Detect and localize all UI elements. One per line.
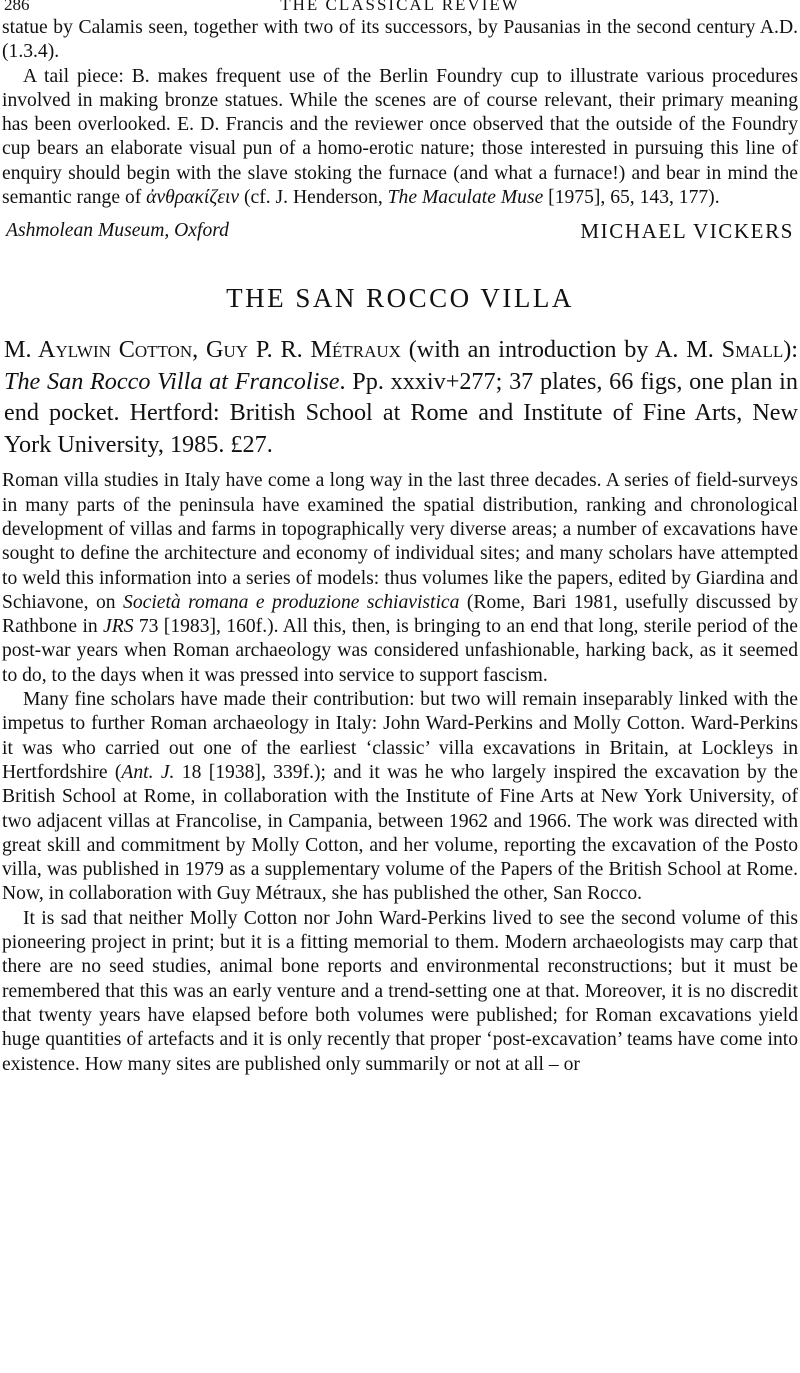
journal-abbrev: JRS xyxy=(103,616,134,638)
paragraph: It is sad that neither Molly Cotton nor John Ward-Perkins lived to see the second volume of this pioneering project in print; but it is a fitting memorial to them. Modern archaeologists may carp that there are no seed studies, animal bone reports and environmental reconstructions; but it must be remembered that this was an early venture and a trend-setting one at that. Moreover, it is no discredit that twenty years have elapsed before both volumes were published; for Roman excavations yield huge quantities of artefacts and it is only recently that proper ‘post-excavation’ teams have come into existence. How many sites are published only summarily or not at all – or xyxy=(2,907,798,1075)
review-title: THE SAN ROCCO VILLA xyxy=(226,283,574,314)
reviewer-name: MICHAEL VICKERS xyxy=(580,219,794,244)
text-run: 18 [1938], 339f.); and it was he who largely inspired the excavation by the British School at Rome, in collaboration with the Institute of Fine Arts at New York University, of two adjacent villas at Francolise, in Campania, between 1962 and 1966. The work was directed with great skill and commitment by Molly Cotton, and her volume, reporting the excavation of the Posto villa, was published in 1979 as a supplementary volume of the Papers of the British School at Rome. Now, in collaboration with Guy Métraux, she has published the other, San Rocco. xyxy=(2,761,798,905)
citation-text: , G xyxy=(192,336,224,364)
text-run: [1975], 65, 143, 177). xyxy=(543,187,720,209)
book-citation xyxy=(2,334,798,460)
text-run: Roman villa studies in Italy have come a long way in the last three decades. A series of field-surveys in many parts of the peninsula have examined the spatial distribution, ranking and chronological development of villas and farms in topographically very diverse areas; a number of excavations have sought to define the architecture and economy of individual sites; and many scholars have attempted to weld this information into a series of models: thus volumes like the papers, edited by Giardina and Schiavone, on xyxy=(2,470,798,613)
citation-text: P. R. M xyxy=(248,336,332,364)
book-title: The San Rocco Villa at Francolise xyxy=(4,367,340,395)
citation-text: (with an introduction by A. M. S xyxy=(400,336,736,364)
citation-smallcaps: ylwin xyxy=(55,336,111,364)
paragraph xyxy=(2,65,798,211)
text-run: (cf. J. Henderson, xyxy=(239,187,388,209)
greek-term: ἀνθρακίζειν xyxy=(146,187,240,209)
citation-text: . Pp. xxxiv+277; 37 plates, 66 figs, one plan in end pocket. Hertford: British School at Rome and Institute of Fine Arts, New York University, 1985. £27. xyxy=(4,367,798,458)
paragraph: statue by Calamis seen, together with two of its successors, by Pausanias in the second century A.D. (1.3.4). xyxy=(2,17,798,63)
text-run: (Rome, Bari 1981, usefully discussed by Rathbone in xyxy=(2,591,798,638)
citation-smallcaps: uy xyxy=(223,336,249,364)
text-run: A tail piece: B. makes frequent use of the Berlin Foundry cup to illustrate various procedures involved in making bronze statues. While the scenes are of course relevant, their primary meaning has been overlooked. E. D. Francis and the reviewer once observed that the outside of the Foundry cup bears an elaborate visual pun of a homo-erotic nature; those interested in pursuing this line of enquiry should begin with the slave stoking the furnace (and what a furnace!) and bear in mind the semantic range of xyxy=(2,65,798,209)
citation-text: M. A xyxy=(4,336,56,364)
page-number: 286 xyxy=(4,0,30,14)
journal-abbrev: Ant. J. xyxy=(121,761,175,783)
review-body xyxy=(2,469,798,1076)
paragraph xyxy=(2,469,798,688)
running-head xyxy=(2,0,798,16)
review-signature xyxy=(2,216,798,246)
text-run: 73 [1983], 160f.). All this, then, is bringing to an end that long, sterile period of the post-war years when Roman archaeology was considered unfashionable, harking back, as it seemed to do, to the days when it was pressed into service to support fascism. xyxy=(2,616,798,686)
book-title: The Maculate Muse xyxy=(387,187,544,209)
paragraph xyxy=(2,688,798,907)
citation-text: ): xyxy=(783,336,799,364)
previous-review-text xyxy=(2,16,798,210)
journal-title: THE CLASSICAL REVIEW xyxy=(280,0,520,14)
citation-text: C xyxy=(110,336,135,364)
citation-smallcaps: mall xyxy=(735,336,784,364)
citation-smallcaps: otton xyxy=(134,336,193,364)
book-title: Società romana e produzione schiavistica xyxy=(123,591,460,613)
text-run: Many fine scholars have made their contribution: but two will remain inseparably linked with the impetus to further Roman archaeology in Italy: John Ward-Perkins and Molly Cotton. Ward-Perkins it was who carried out one of the earliest ‘classic’ villa excavations in Britain, at Lockleys in Hertfordshire ( xyxy=(2,689,798,783)
citation-smallcaps: étraux xyxy=(331,336,401,364)
reviewer-affiliation: Ashmolean Museum, Oxford xyxy=(6,220,229,242)
